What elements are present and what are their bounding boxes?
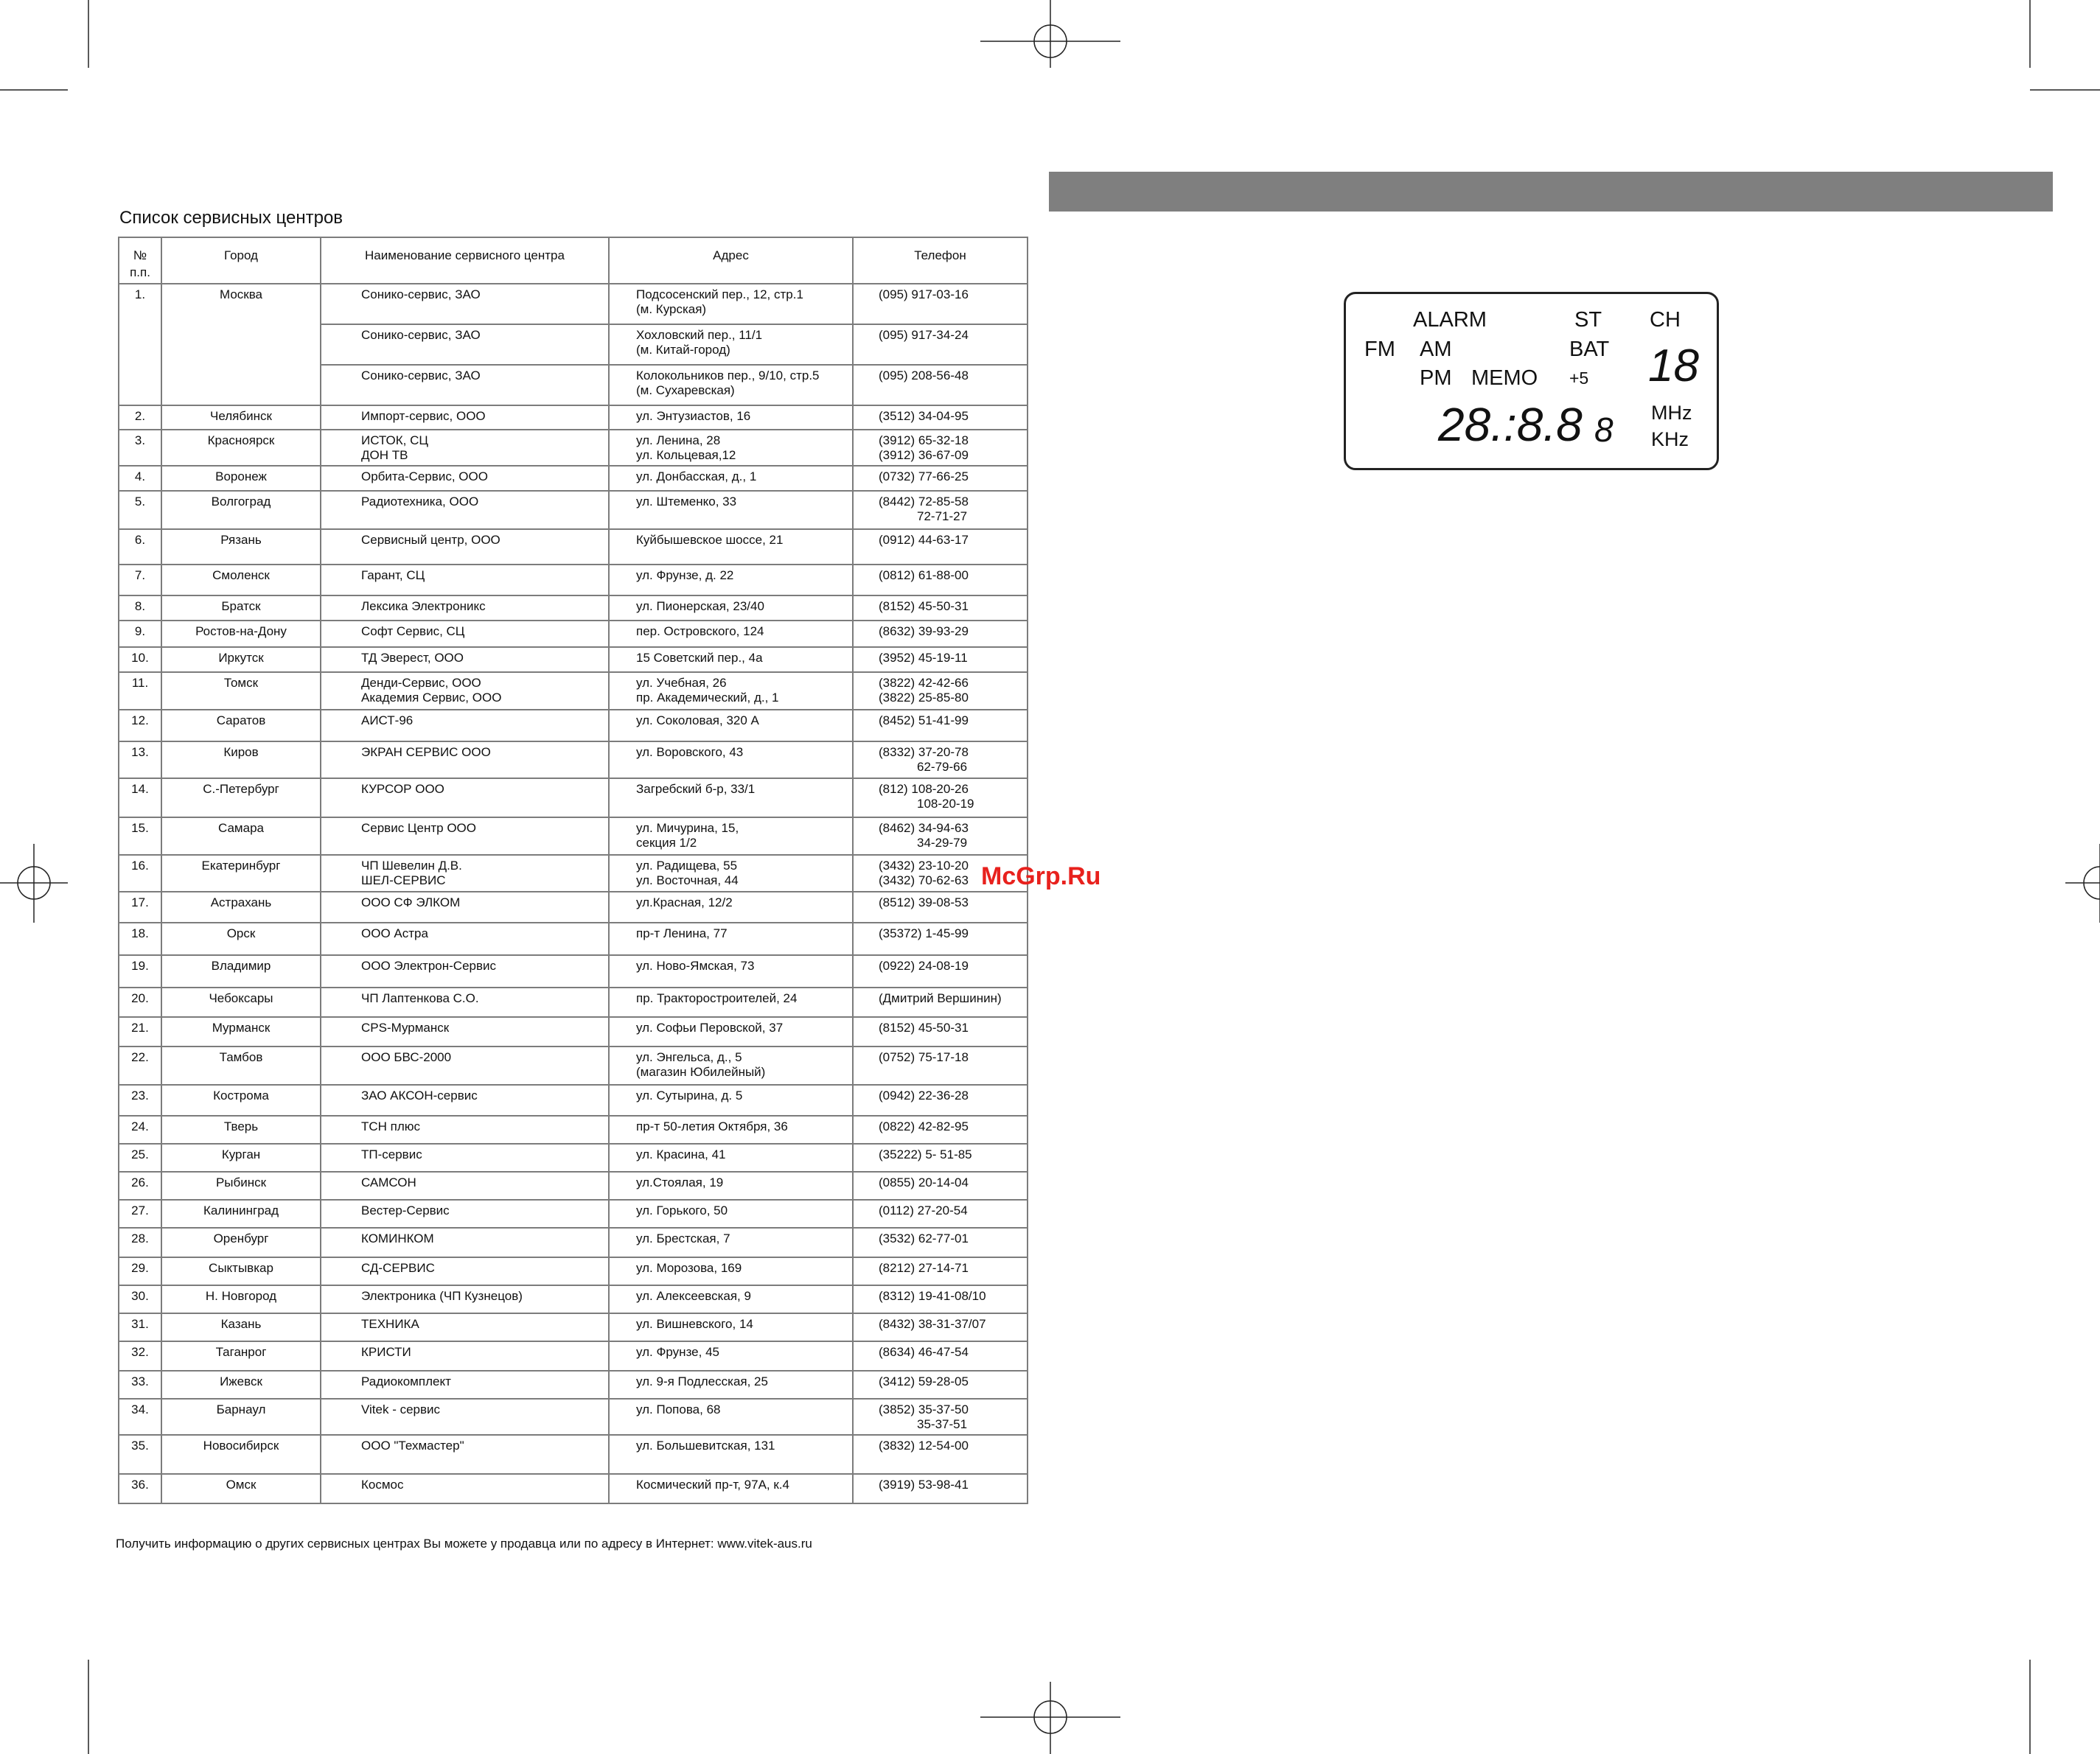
cell-address: ул. Горького, 50 <box>609 1200 853 1228</box>
cell-city: Челябинск <box>161 405 321 430</box>
cell-address: ул. Софьи Перовской, 37 <box>609 1017 853 1047</box>
cell-name: ТЕХНИКА <box>321 1313 609 1341</box>
lcd-display <box>1344 292 1719 470</box>
cell-num: 16. <box>119 855 161 892</box>
cell-name: Импорт-сервис, ООО <box>321 405 609 430</box>
table-row <box>119 1341 1028 1371</box>
lcd-mhz: MHz <box>1651 402 1692 424</box>
lcd-small-digit: 8 <box>1594 410 1614 449</box>
cell-address: ул. Брестская, 7 <box>609 1228 853 1257</box>
cell-phone: (0752) 75-17-18 <box>853 1047 1028 1085</box>
cell-address: пр-т Ленина, 77 <box>609 923 853 955</box>
cell-num: 9. <box>119 621 161 647</box>
cell-num: 32. <box>119 1341 161 1371</box>
cell-num: 29. <box>119 1257 161 1285</box>
cell-num: 26. <box>119 1172 161 1200</box>
cell-city: Омск <box>161 1474 321 1503</box>
cell-city: Саратов <box>161 710 321 741</box>
cell-num: 34. <box>119 1399 161 1435</box>
table-row <box>119 1116 1028 1144</box>
cell-phone: (8634) 46-47-54 <box>853 1341 1028 1371</box>
lcd-am: AM <box>1420 338 1452 361</box>
cell-phone: (8432) 38-31-37/07 <box>853 1313 1028 1341</box>
header-phone: Телефон <box>853 237 1028 284</box>
table-row <box>119 466 1028 491</box>
cell-num: 24. <box>119 1116 161 1144</box>
table-row <box>119 778 1028 817</box>
cell-name: Сервисный центр, ООО <box>321 529 609 565</box>
table-row <box>119 710 1028 741</box>
cell-num: 4. <box>119 466 161 491</box>
cell-num: 33. <box>119 1371 161 1399</box>
table-row <box>119 1017 1028 1047</box>
cell-phone: (0912) 44-63-17 <box>853 529 1028 565</box>
header-bar <box>1049 172 2053 212</box>
cell-address: ул. Красина, 41 <box>609 1144 853 1172</box>
cell-name: Сонико-сервис, ЗАО <box>321 365 609 405</box>
cell-phone: (8332) 37-20-78 62-79-66 <box>853 741 1028 778</box>
cell-name: КУРСОР ООО <box>321 778 609 817</box>
header-city: Город <box>161 237 321 284</box>
header-address: Адрес <box>609 237 853 284</box>
cell-phone: (3432) 23-10-20 (3432) 70-62-63 <box>853 855 1028 892</box>
cell-city: Владимир <box>161 955 321 988</box>
cell-phone: (35222) 5- 51-85 <box>853 1144 1028 1172</box>
cell-address: ул. Ленина, 28 ул. Кольцевая,12 <box>609 430 853 466</box>
cell-phone: (8312) 19-41-08/10 <box>853 1285 1028 1313</box>
table-row <box>119 1257 1028 1285</box>
cell-address: ул.Красная, 12/2 <box>609 892 853 923</box>
cell-num: 12. <box>119 710 161 741</box>
cell-name: ЧП Лаптенкова С.О. <box>321 988 609 1017</box>
cell-phone: (095) 917-34-24 <box>853 324 1028 365</box>
cell-num: 19. <box>119 955 161 988</box>
cell-address: ул. Алексеевская, 9 <box>609 1285 853 1313</box>
cell-city: Братск <box>161 595 321 621</box>
cell-city: Оренбург <box>161 1228 321 1257</box>
table-row <box>119 647 1028 672</box>
cell-city: Орск <box>161 923 321 955</box>
cell-phone: (095) 208-56-48 <box>853 365 1028 405</box>
cell-city: Казань <box>161 1313 321 1341</box>
service-centers-table <box>118 237 1028 1504</box>
cell-name: ООО БВС-2000 <box>321 1047 609 1085</box>
lcd-st: ST <box>1574 308 1602 332</box>
cell-address: пер. Островского, 124 <box>609 621 853 647</box>
cell-name: Гарант, СЦ <box>321 565 609 595</box>
cell-address: ул. Соколовая, 320 А <box>609 710 853 741</box>
cell-name: Электроника (ЧП Кузнецов) <box>321 1285 609 1313</box>
cell-name: ЧП Шевелин Д.В. ШЕЛ-СЕРВИС <box>321 855 609 892</box>
table-row <box>119 595 1028 621</box>
cell-address: ул. Ново-Ямская, 73 <box>609 955 853 988</box>
cell-name: ТСН плюс <box>321 1116 609 1144</box>
cell-num: 3. <box>119 430 161 466</box>
cell-name: Космос <box>321 1474 609 1503</box>
table-row <box>119 817 1028 855</box>
cell-name: ЗАО АКСОН-сервис <box>321 1085 609 1116</box>
cell-phone: (0732) 77-66-25 <box>853 466 1028 491</box>
cell-city: Мурманск <box>161 1017 321 1047</box>
lcd-fm: FM <box>1364 338 1395 361</box>
cell-city: Чебоксары <box>161 988 321 1017</box>
cell-city: Томск <box>161 672 321 710</box>
cell-num: 6. <box>119 529 161 565</box>
cell-num: 15. <box>119 817 161 855</box>
cell-phone: (0822) 42-82-95 <box>853 1116 1028 1144</box>
cell-num: 21. <box>119 1017 161 1047</box>
cell-city: Тверь <box>161 1116 321 1144</box>
cell-address: Подсосенский пер., 12, стр.1 (м. Курская) <box>609 284 853 324</box>
table-row <box>119 565 1028 595</box>
cell-city: Н. Новгород <box>161 1285 321 1313</box>
table-row <box>119 1313 1028 1341</box>
cell-name: ЭКРАН СЕРВИС ООО <box>321 741 609 778</box>
cell-name: Vitek - сервис <box>321 1399 609 1435</box>
lcd-pm: PM <box>1420 366 1452 390</box>
cell-phone: (0855) 20-14-04 <box>853 1172 1028 1200</box>
cell-num: 36. <box>119 1474 161 1503</box>
table-row <box>119 621 1028 647</box>
cell-address: пр. Тракторостроителей, 24 <box>609 988 853 1017</box>
cell-address: ул. Фрунзе, 45 <box>609 1341 853 1371</box>
table-row <box>119 1144 1028 1172</box>
header-name: Наименование сервисного центра <box>321 237 609 284</box>
registration-mark-right <box>2065 844 2100 923</box>
table-row <box>119 1228 1028 1257</box>
cell-city: Сыктывкар <box>161 1257 321 1285</box>
cell-address: ул. Пионерская, 23/40 <box>609 595 853 621</box>
cell-name: Сонико-сервис, ЗАО <box>321 284 609 324</box>
table-row <box>119 955 1028 988</box>
cell-name: СД-СЕРВИС <box>321 1257 609 1285</box>
cell-name: ИСТОК, СЦ ДОН ТВ <box>321 430 609 466</box>
cell-address: ул.Стоялая, 19 <box>609 1172 853 1200</box>
cell-phone: (3412) 59-28-05 <box>853 1371 1028 1399</box>
cell-phone: (8632) 39-93-29 <box>853 621 1028 647</box>
cell-city: Москва <box>161 284 321 405</box>
table-header-row <box>119 237 1028 284</box>
table-row <box>119 491 1028 529</box>
cell-name: Радиотехника, ООО <box>321 491 609 529</box>
cell-address: ул. Учебная, 26 пр. Академический, д., 1 <box>609 672 853 710</box>
cell-city: Кострома <box>161 1085 321 1116</box>
cell-name: Денди-Сервис, ООО Академия Сервис, ООО <box>321 672 609 710</box>
lcd-plus5: +5 <box>1569 368 1589 388</box>
cell-num: 5. <box>119 491 161 529</box>
cell-phone: (0922) 24-08-19 <box>853 955 1028 988</box>
table-row <box>119 1435 1028 1474</box>
cell-phone: (3532) 62-77-01 <box>853 1228 1028 1257</box>
cell-phone: (3952) 45-19-11 <box>853 647 1028 672</box>
table-body <box>119 284 1028 1503</box>
cell-num: 28. <box>119 1228 161 1257</box>
cell-num: 20. <box>119 988 161 1017</box>
cell-name: Радиокомплект <box>321 1371 609 1399</box>
cell-address: ул. 9-я Подлесская, 25 <box>609 1371 853 1399</box>
table-row <box>119 988 1028 1017</box>
cell-city: Таганрог <box>161 1341 321 1371</box>
cell-name: ООО Электрон-Сервис <box>321 955 609 988</box>
cell-city: Ростов-на-Дону <box>161 621 321 647</box>
cell-phone: (35372) 1-45-99 <box>853 923 1028 955</box>
cell-name: ООО Астра <box>321 923 609 955</box>
cell-city: Екатеринбург <box>161 855 321 892</box>
cell-num: 10. <box>119 647 161 672</box>
cell-address: ул. Большевитская, 131 <box>609 1435 853 1474</box>
cell-city: С.-Петербург <box>161 778 321 817</box>
cell-num: 13. <box>119 741 161 778</box>
cell-num: 27. <box>119 1200 161 1228</box>
cell-address: ул. Морозова, 169 <box>609 1257 853 1285</box>
cell-city: Рыбинск <box>161 1172 321 1200</box>
cell-name: ТП-сервис <box>321 1144 609 1172</box>
cell-phone: (3919) 53-98-41 <box>853 1474 1028 1503</box>
cell-address: Загребский б-р, 33/1 <box>609 778 853 817</box>
cell-address: ул. Попова, 68 <box>609 1399 853 1435</box>
lcd-khz: KHz <box>1651 428 1689 450</box>
cell-address: Хохловский пер., 11/1 (м. Китай-город) <box>609 324 853 365</box>
table-row <box>119 529 1028 565</box>
cell-address: ул. Вишневского, 14 <box>609 1313 853 1341</box>
footnote: Получить информацию о других сервисных центрах Вы можете у продавца или по адресу в Интернет: www.vitek-aus.ru <box>116 1537 812 1551</box>
cell-city: Калининград <box>161 1200 321 1228</box>
registration-mark-bottom <box>980 1682 1120 1754</box>
cell-phone: (095) 917-03-16 <box>853 284 1028 324</box>
table-row <box>119 1200 1028 1228</box>
cell-num: 1. <box>119 284 161 405</box>
cell-num: 25. <box>119 1144 161 1172</box>
cell-name: Вестер-Сервис <box>321 1200 609 1228</box>
cell-phone: (0942) 22-36-28 <box>853 1085 1028 1116</box>
cell-phone: (8152) 45-50-31 <box>853 1017 1028 1047</box>
cell-city: Воронеж <box>161 466 321 491</box>
table-row <box>119 1399 1028 1435</box>
cell-phone: (812) 108-20-26 108-20-19 <box>853 778 1028 817</box>
cell-num: 11. <box>119 672 161 710</box>
lcd-alarm: ALARM <box>1413 308 1487 332</box>
cell-city: Ижевск <box>161 1371 321 1399</box>
table-row <box>119 1474 1028 1503</box>
table-row <box>119 405 1028 430</box>
cell-phone: (3822) 42-42-66 (3822) 25-85-80 <box>853 672 1028 710</box>
cell-phone: (0812) 61-88-00 <box>853 565 1028 595</box>
cell-name: Сонико-сервис, ЗАО <box>321 324 609 365</box>
cell-address: Космический пр-т, 97А, к.4 <box>609 1474 853 1503</box>
cell-city: Рязань <box>161 529 321 565</box>
cell-num: 7. <box>119 565 161 595</box>
cell-city: Астрахань <box>161 892 321 923</box>
lcd-bat: BAT <box>1569 338 1610 361</box>
cell-city: Барнаул <box>161 1399 321 1435</box>
cell-address: Куйбышевское шоссе, 21 <box>609 529 853 565</box>
cell-city: Курган <box>161 1144 321 1172</box>
cell-address: ул. Энтузиастов, 16 <box>609 405 853 430</box>
cell-num: 8. <box>119 595 161 621</box>
cell-address: ул. Воровского, 43 <box>609 741 853 778</box>
table-row <box>119 892 1028 923</box>
cell-phone: (0112) 27-20-54 <box>853 1200 1028 1228</box>
cell-address: 15 Советский пер., 4а <box>609 647 853 672</box>
cell-name: АИСТ-96 <box>321 710 609 741</box>
cell-address: ул. Мичурина, 15, секция 1/2 <box>609 817 853 855</box>
lcd-frequency-digits: 28.:8.8 <box>1438 398 1583 451</box>
cell-phone: (8442) 72-85-58 72-71-27 <box>853 491 1028 529</box>
cell-phone: (Дмитрий Вершинин) <box>853 988 1028 1017</box>
cell-name: Софт Сервис, СЦ <box>321 621 609 647</box>
table-row <box>119 430 1028 466</box>
registration-mark-left <box>0 844 68 923</box>
table-row <box>119 855 1028 892</box>
cell-num: 17. <box>119 892 161 923</box>
page-title: Список сервисных центров <box>119 208 343 228</box>
cell-num: 23. <box>119 1085 161 1116</box>
cell-name: Сервис Центр ООО <box>321 817 609 855</box>
table-row <box>119 741 1028 778</box>
cell-name: САМСОН <box>321 1172 609 1200</box>
table-row <box>119 1172 1028 1200</box>
cell-name: Лексика Электроникс <box>321 595 609 621</box>
cell-name: Орбита-Сервис, ООО <box>321 466 609 491</box>
cell-address: ул. Радищева, 55 ул. Восточная, 44 <box>609 855 853 892</box>
table-row <box>119 284 1028 324</box>
cell-address: Колокольников пер., 9/10, стр.5 (м. Сухаревская) <box>609 365 853 405</box>
cell-name: CPS-Мурманск <box>321 1017 609 1047</box>
cell-city: Киров <box>161 741 321 778</box>
cell-num: 31. <box>119 1313 161 1341</box>
cell-city: Смоленск <box>161 565 321 595</box>
cell-num: 18. <box>119 923 161 955</box>
cell-num: 14. <box>119 778 161 817</box>
cell-name: ООО "Техмастер" <box>321 1435 609 1474</box>
cell-num: 2. <box>119 405 161 430</box>
cell-address: ул. Сутырина, д. 5 <box>609 1085 853 1116</box>
watermark: McGrp.Ru <box>981 862 1101 890</box>
cell-address: пр-т 50-летия Октября, 36 <box>609 1116 853 1144</box>
cell-phone: (8512) 39-08-53 <box>853 892 1028 923</box>
cell-phone: (3512) 34-04-95 <box>853 405 1028 430</box>
cell-city: Самара <box>161 817 321 855</box>
cell-city: Иркутск <box>161 647 321 672</box>
cell-city: Тамбов <box>161 1047 321 1085</box>
cell-city: Красноярск <box>161 430 321 466</box>
cell-name: ООО СФ ЭЛКОМ <box>321 892 609 923</box>
cell-address: ул. Энгельса, д., 5 (магазин Юбилейный) <box>609 1047 853 1085</box>
cell-name: ТД Эверест, ООО <box>321 647 609 672</box>
cell-phone: (3852) 35-37-50 35-37-51 <box>853 1399 1028 1435</box>
cell-address: ул. Донбасская, д., 1 <box>609 466 853 491</box>
lcd-channel: 18 <box>1648 340 1699 391</box>
cell-num: 22. <box>119 1047 161 1085</box>
cell-phone: (3832) 12-54-00 <box>853 1435 1028 1474</box>
cell-address: ул. Штеменко, 33 <box>609 491 853 529</box>
table-row <box>119 1085 1028 1116</box>
cell-city: Волгоград <box>161 491 321 529</box>
table-row <box>119 923 1028 955</box>
cell-name: КРИСТИ <box>321 1341 609 1371</box>
cell-num: 35. <box>119 1435 161 1474</box>
cell-phone: (8452) 51-41-99 <box>853 710 1028 741</box>
table-row <box>119 1285 1028 1313</box>
cell-num: 30. <box>119 1285 161 1313</box>
table-row <box>119 1371 1028 1399</box>
cell-city: Новосибирск <box>161 1435 321 1474</box>
cell-phone: (8462) 34-94-63 34-29-79 <box>853 817 1028 855</box>
table-row <box>119 672 1028 710</box>
table-row <box>119 1047 1028 1085</box>
cell-name: КОМИНКОМ <box>321 1228 609 1257</box>
cell-phone: (8212) 27-14-71 <box>853 1257 1028 1285</box>
lcd-ch: CH <box>1650 308 1681 332</box>
header-num: № п.п. <box>119 237 161 284</box>
cell-phone: (8152) 45-50-31 <box>853 595 1028 621</box>
cell-phone: (3912) 65-32-18 (3912) 36-67-09 <box>853 430 1028 466</box>
lcd-memo: MEMO <box>1471 366 1538 390</box>
registration-mark-top <box>980 0 1120 68</box>
cell-address: ул. Фрунзе, д. 22 <box>609 565 853 595</box>
